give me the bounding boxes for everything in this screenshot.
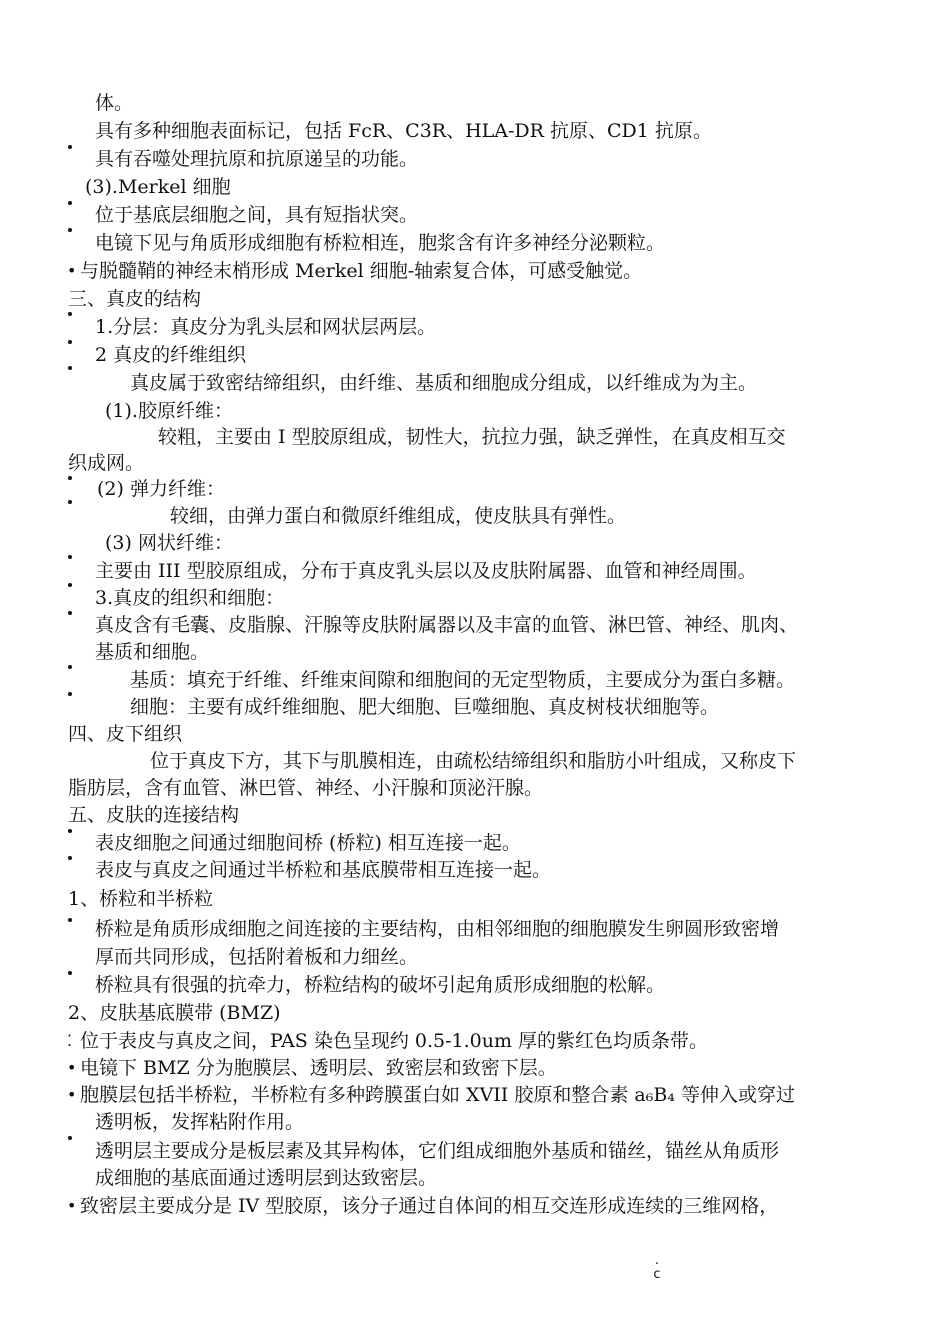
bullet-dot-icon (68, 340, 72, 344)
text-line: 1.分层：真皮分为乳头层和网状层两层。 (95, 316, 437, 338)
text-line: 基质和细胞。 (95, 641, 210, 663)
text-line: 成细胞的基底面通过透明层到达致密层。 (95, 1167, 438, 1189)
bullet-dot-icon (68, 500, 72, 504)
bullet-dot-icon (68, 476, 72, 480)
bullet-dot-icon (68, 1136, 72, 1140)
text-line: 胞膜层包括半桥粒，半桥粒有多种跨膜蛋白如 XVII 胶原和整合素 a₆B₄ 等伸入或穿过 (80, 1084, 795, 1106)
text-line: 透明板，发挥粘附作用。 (95, 1111, 305, 1133)
text-line: 真皮含有毛囊、皮脂腺、汗腺等皮肤附属器以及丰富的血管、淋巴管、神经、肌肉、 (95, 614, 799, 636)
bullet-icon: ⁚ (67, 1031, 73, 1050)
section-heading: 五、皮肤的连接结构 (68, 804, 240, 826)
section-heading: 四、皮下组织 (68, 723, 183, 745)
text-line: 致密层主要成分是 IV 型胶原，该分子通过自体间的相互交连形成连续的三维网格， (80, 1195, 779, 1217)
text-line: 位于基底层细胞之间，具有短指状突。 (95, 204, 419, 226)
bullet-dot-icon (68, 665, 72, 669)
text-line: (3).Merkel 细胞 (85, 176, 231, 198)
bullet-dot-icon (68, 583, 72, 587)
text-line: (3) 网状纤维： (105, 532, 233, 554)
bullet-icon: • (67, 1058, 77, 1077)
text-line: 桥粒是角质形成细胞之间连接的主要结构，由相邻细胞的细胞膜发生卵圆形致密增 (95, 918, 780, 940)
text-line: 电镜下 BMZ 分为胞膜层、透明层、致密层和致密下层。 (80, 1057, 557, 1079)
bullet-icon: • (67, 261, 77, 280)
text-line: 脂肪层，含有血管、淋巴管、神经、小汗腺和顶泌汗腺。 (68, 777, 544, 799)
bullet-dot-icon (68, 201, 72, 205)
text-line: 体。 (95, 92, 134, 114)
text-line: 厚而共同形成，包括附着板和力细丝。 (95, 946, 419, 968)
text-line: 位于真皮下方，其下与肌膜相连，由疏松结缔组织和脂肪小叶组成，又称皮下 (150, 750, 797, 772)
text-line: 表皮细胞之间通过细胞间桥 (桥粒) 相互连接一起。 (95, 832, 521, 854)
bullet-dot-icon (68, 366, 72, 370)
bullet-dot-icon (68, 228, 72, 232)
bullet-dot-icon (68, 918, 72, 922)
section-heading: 三、真皮的结构 (68, 288, 202, 310)
text-line: 表皮与真皮之间通过半桥粒和基底膜带相互连接一起。 (95, 859, 552, 881)
bullet-dot-icon (68, 971, 72, 975)
bullet-dot-icon (68, 829, 72, 833)
text-line: (1).胶原纤维： (105, 400, 233, 422)
text-line: 电镜下见与角质形成细胞有桥粒相连，胞浆含有许多神经分泌颗粒。 (95, 232, 666, 254)
footer-dot: . (654, 1253, 660, 1268)
subsection-heading: 1、桥粒和半桥粒 (68, 888, 214, 910)
text-line: 真皮属于致密结缔组织，由纤维、基质和细胞成分组成，以纤维成为为主。 (130, 372, 758, 394)
subsection-heading: 2、皮肤基底膜带 (BMZ) (68, 1002, 281, 1024)
bullet-icon: • (67, 1196, 77, 1215)
text-line: 2 真皮的纤维组织 (95, 344, 247, 366)
footer-letter: c (653, 1267, 661, 1282)
text-line: 桥粒具有很强的抗牵力，桥粒结构的破坏引起角质形成细胞的松解。 (95, 974, 666, 996)
text-line: 主要由 III 型胶原组成，分布于真皮乳头层以及皮肤附属器、血管和神经周围。 (95, 560, 757, 582)
text-line: 位于表皮与真皮之间，PAS 染色呈现约 0.5-1.0um 厚的紫红色均质条带。 (80, 1030, 709, 1052)
text-line: 较细，由弹力蛋白和微原纤维组成，使皮肤具有弹性。 (170, 505, 627, 527)
text-line: 具有多种细胞表面标记，包括 FcR、C3R、HLA-DR 抗原、CD1 抗原。 (95, 120, 712, 142)
text-line: 织成网。 (68, 452, 145, 474)
text-line: 基质：填充于纤维、纤维束间隙和细胞间的无定型物质，主要成分为蛋白多糖。 (130, 669, 796, 691)
bullet-dot-icon (68, 611, 72, 615)
text-line: 具有吞噬处理抗原和抗原递呈的功能。 (95, 148, 419, 170)
text-line: (2) 弹力纤维： (97, 478, 225, 500)
text-line: 3.真皮的组织和细胞： (95, 587, 285, 609)
text-line: 与脱髓鞘的神经末梢形成 Merkel 细胞-轴索复合体，可感受触觉。 (80, 260, 643, 282)
text-line: 透明层主要成分是板层素及其异构体，它们组成细胞外基质和锚丝，锚丝从角质形 (95, 1140, 780, 1162)
bullet-dot-icon (68, 692, 72, 696)
bullet-dot-icon (68, 145, 72, 149)
bullet-icon: • (67, 1085, 77, 1104)
bullet-dot-icon (68, 856, 72, 860)
bullet-dot-icon (68, 312, 72, 316)
text-line: 细胞：主要有成纤维细胞、肥大细胞、巨噬细胞、真皮树枝状细胞等。 (130, 696, 720, 718)
bullet-dot-icon (68, 555, 72, 559)
text-line: 较粗，主要由 I 型胶原组成，韧性大，抗拉力强，缺乏弹性，在真皮相互交 (158, 426, 786, 448)
